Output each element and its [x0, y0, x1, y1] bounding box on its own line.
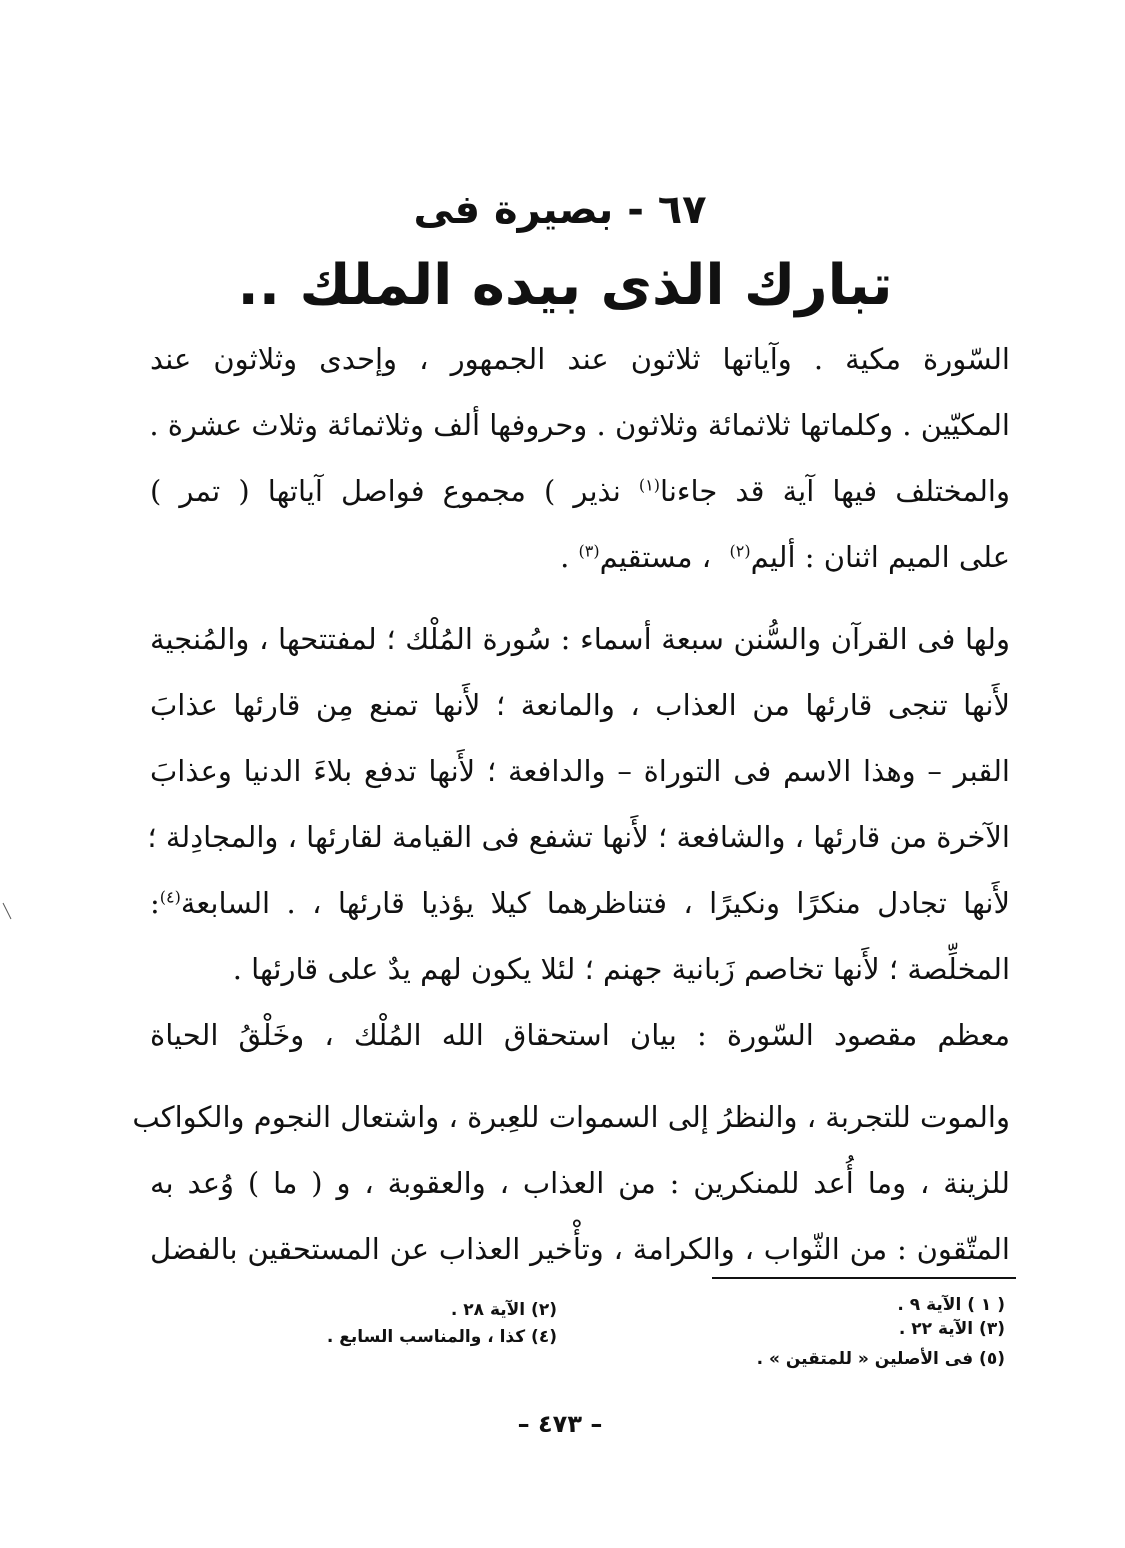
text-line: القبر – وهذا الاسم فى التوراة – والدافعة ؛ لأَنها تدفع بلاءَ الدنيا وعذابَ — [150, 754, 1010, 788]
text-segment: على الميم اثنان : أليم — [750, 540, 1010, 574]
text-line: معظم مقصود السّورة : بيان استحقاق الله المُلْك ، وخَلْقُ الحياة — [150, 1018, 1010, 1052]
text-line — [150, 884, 1010, 922]
page-number: – ٤٧٣ – — [517, 1410, 603, 1438]
text-line: ولها فى القرآن والسُّنن سبعة أسماء : سُورة المُلْك ؛ لمفتتحها ، والمُنجية — [150, 622, 1010, 656]
text-segment: مستقيم — [599, 540, 693, 574]
footnote: (٥) فى الأصلين « للمتقين » . — [756, 1349, 1005, 1369]
scan-edge-mark — [2, 902, 12, 920]
text-line: المتّقون : من الثّواب ، والكرامة ، وتأْخير العذاب عن المستحقين بالفضل — [150, 1232, 1010, 1266]
footnote: (٣) الآية ٢٢ . — [898, 1319, 1005, 1339]
text-line: المخلِّصة ؛ لأَنها تخاصم زَبانية جهنم ؛ لئلا يكون لهم يدٌ على قارئها . — [232, 952, 1010, 986]
footnote-marker: (٤) — [159, 887, 181, 907]
footnote: (٢) الآية ٢٨ . — [450, 1300, 557, 1320]
footnote: ( ١ ) الآية ٩ . — [897, 1295, 1005, 1315]
footnote-divider — [712, 1277, 1016, 1279]
main-text — [132, 340, 1010, 1296]
text-line: المكيّين . وكلماتها ثلاثمائة وثلاثون . وحروفها ألف وثلاثمائة وثلاث عشرة . — [149, 408, 1010, 442]
footnote: (٤) كذا ، والمناسب السابع . — [326, 1327, 557, 1347]
text-line: السّورة مكية . وآياتها ثلاثون عند الجمهور ، وإحدى وثلاثون عند — [150, 342, 1010, 376]
text-segment: نذير ) مجموع فواصل آياتها ( تمر ) — [150, 474, 621, 508]
text-segment: : — [150, 886, 160, 920]
footnote-marker: (١) — [638, 475, 660, 495]
chapter-heading: ٦٧ - بصيرة فى — [413, 187, 707, 233]
text-line: للزينة ، وما أُعد للمنكرين : من العذاب ، والعقوبة ، و ( ما ) وُعد به — [150, 1166, 1010, 1200]
text-line: الآخرة من قارئها ، والشافعة ؛ لأَنها تشفع فى القيامة لقارئها ، والمجادِلة ؛ — [147, 820, 1010, 854]
text-segment: لأَنها تجادل منكرًا ونكيرًا ، فتناظرهما كيلا يؤذيا قارئها ، . السابعة — [180, 886, 1010, 920]
surah-title: تبارك الذى بيده الملك .. — [237, 253, 893, 318]
text-line: والموت للتجربة ، والنظرُ إلى السموات للعِبرة ، واشتعال النجوم والكواكب — [132, 1100, 1010, 1134]
text-segment: والمختلف فيها آية قد جاءنا — [660, 474, 1010, 508]
footnote-marker: (٣) — [578, 541, 600, 561]
footnote-marker: (٢) — [729, 541, 751, 561]
text-line — [150, 472, 1010, 510]
text-line: لأَنها تنجى قارئها من العذاب ، والمانعة ؛ لأَنها تمنع مِن قارئها عذابَ — [150, 688, 1010, 722]
text-line: على الميم اثنان : أليم$^{(٢)}$ ، مستقيم$^{(٣)}$ . — [560, 540, 1010, 574]
